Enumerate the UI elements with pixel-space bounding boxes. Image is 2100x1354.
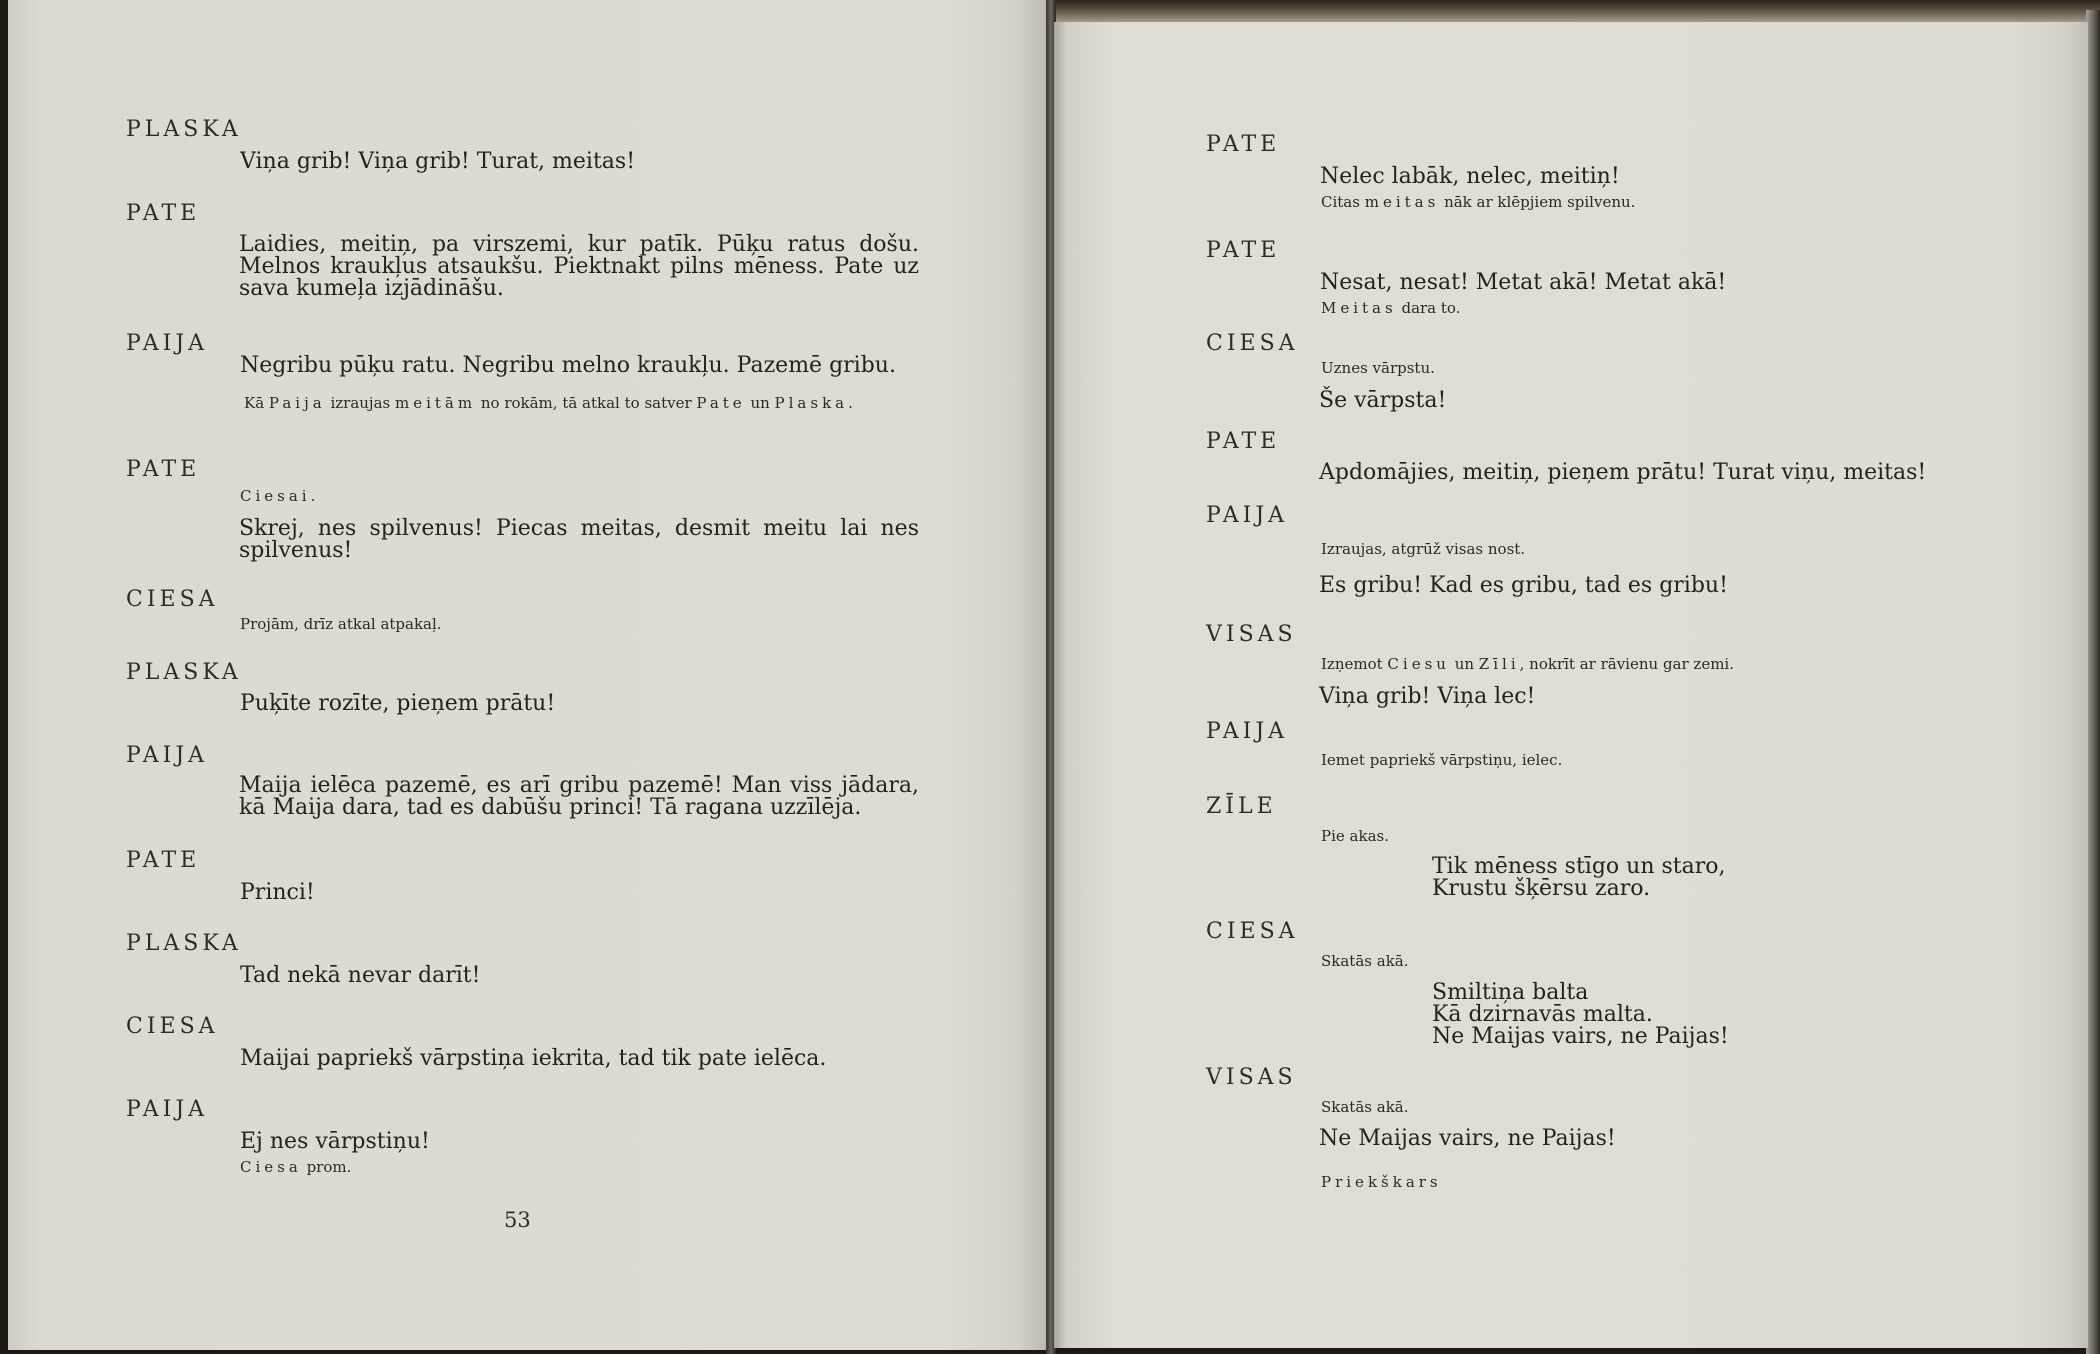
stage-direction: Uznes vārpstu. (1321, 359, 1435, 377)
verse-line: Ne Maijas vairs, ne Paijas! (1432, 1024, 1729, 1049)
character-ref: Ciesai (240, 487, 311, 505)
speaker-name: PAIJA (1206, 719, 1289, 744)
stage-direction (1321, 194, 1635, 211)
dialogue-line: Laidies, meitiņ, pa virszemi, kur patīk. Pūķu ratus došu. Melnos kraukļus atsaukšu. Piektnakt pilns mēness. Pate uz sava kumeļa izjādināšu. (239, 232, 919, 301)
book-right-edge (2086, 10, 2100, 1354)
dialogue-line: Viņa grib! Viņa lec! (1319, 684, 1536, 709)
speaker-name: PLASKA (126, 660, 242, 685)
speaker-name: CIESA (1206, 331, 1299, 356)
dialogue-line: Nelec labāk, nelec, meitiņ! (1320, 164, 1620, 189)
direction-text: . (310, 487, 316, 505)
direction-text: Citas (1321, 193, 1365, 211)
dialogue-line: Maija ielēca pazemē, es arī gribu pazemē! Man viss jādara, kā Maija dara, tad es dabūšu princi! Tā ragana uzzīlēja. (239, 773, 919, 820)
speaker-name: PATE (126, 201, 201, 226)
direction-text: nāk ar klēpjiem spilvenu. (1439, 193, 1636, 211)
speaker-name: CIESA (126, 587, 219, 612)
stage-direction (1321, 300, 1460, 317)
speaker-name: PAIJA (1206, 503, 1289, 528)
stage-direction (1321, 656, 1734, 673)
dialogue-line: Puķīte rozīte, pieņem prātu! (240, 691, 556, 716)
direction-text: prom. (301, 1158, 352, 1176)
direction-text: un (745, 394, 775, 412)
speaker-name: VISAS (1206, 1065, 1297, 1090)
verse-line: Smiltiņa balta (1432, 980, 1589, 1005)
character-ref: Ciesu (1387, 655, 1450, 673)
stage-direction: Projām, drīz atkal atpakaļ. (240, 615, 442, 633)
speaker-name: PATE (1206, 238, 1281, 263)
direction-text: no rokām, tā atkal to satver (476, 394, 697, 412)
right-page (1054, 22, 2088, 1348)
character-ref: Paija (268, 394, 326, 412)
stage-direction: Izraujas, atgrūž visas nost. (1321, 540, 1526, 558)
stage-direction: Skatās akā. (1321, 952, 1409, 970)
dialogue-line: Negribu pūķu ratu. Negribu melno kraukļu. Pazemē gribu. (240, 353, 896, 378)
dialogue-line: Nesat, nesat! Metat akā! Metat akā! (1320, 270, 1727, 295)
verse-line: Tik mēness stīgo un staro, (1432, 854, 1726, 879)
speaker-name: PATE (1206, 429, 1281, 454)
character-ref: Plaska (774, 394, 849, 412)
direction-text: izraujas (325, 394, 395, 412)
speaker-name: PAIJA (126, 331, 209, 356)
speaker-name: ZĪLE (1206, 794, 1277, 819)
stage-direction: Iemet papriekš vārpstiņu, ielec. (1321, 751, 1563, 769)
dialogue-line: Tad nekā nevar darīt! (240, 963, 481, 988)
stage-direction (240, 1159, 351, 1176)
stage-direction (240, 488, 315, 505)
direction-text: Izņemot (1321, 655, 1388, 673)
direction-text: , nokrīt ar rāvienu gar zemi. (1519, 655, 1734, 673)
stage-direction: Skatās akā. (1321, 1098, 1409, 1116)
character-ref: meitas (1364, 193, 1440, 211)
character-ref: Zīli (1478, 655, 1520, 673)
character-ref: Pate (696, 394, 746, 412)
verse-line: Kā dzirnavās malta. (1432, 1002, 1653, 1027)
direction-text: . (848, 394, 853, 412)
stage-direction: Pie akas. (1321, 827, 1389, 845)
character-ref: Ciesa (240, 1158, 302, 1176)
direction-text: Kā (244, 394, 269, 412)
dialogue-line: Skrej, nes spilvenus! Piecas meitas, desmit meitu lai nes spilvenus! (239, 516, 919, 563)
curtain-direction: Priekškars (1321, 1173, 1442, 1191)
speaker-name: CIESA (126, 1014, 219, 1039)
left-page (8, 0, 1050, 1350)
page-number: 53 (504, 1208, 531, 1232)
dialogue-line: Ne Maijas vairs, ne Paijas! (1319, 1126, 1616, 1151)
speaker-name: PATE (126, 457, 201, 482)
speaker-name: PATE (1206, 132, 1281, 157)
dialogue-line: Viņa grib! Viņa grib! Turat, meitas! (240, 149, 636, 174)
speaker-name: PATE (126, 848, 201, 873)
speaker-name: PAIJA (126, 743, 209, 768)
dialogue-line: Apdomājies, meitiņ, pieņem prātu! Turat viņu, meitas! (1319, 460, 1927, 485)
dialogue-line: Es gribu! Kad es gribu, tad es gribu! (1319, 573, 1728, 598)
dialogue-line: Še vārpsta! (1319, 388, 1447, 413)
dialogue-line: Ej nes vārpstiņu! (240, 1129, 430, 1154)
stage-direction (244, 395, 910, 412)
dialogue-line: Maijai papriekš vārpstiņa iekrita, tad tik pate ielēca. (240, 1046, 827, 1071)
character-ref: meitām (395, 394, 477, 412)
speaker-name: PLASKA (126, 117, 242, 142)
speaker-name: PAIJA (126, 1097, 209, 1122)
page-top-edge (1054, 0, 2100, 22)
verse-line: Krustu šķērsu zaro. (1432, 876, 1651, 901)
speaker-name: VISAS (1206, 622, 1297, 647)
speaker-name: CIESA (1206, 919, 1299, 944)
speaker-name: PLASKA (126, 931, 242, 956)
character-ref: Meitas (1321, 299, 1397, 317)
dialogue-line: Princi! (240, 880, 315, 905)
direction-text: dara to. (1396, 299, 1461, 317)
direction-text: un (1449, 655, 1479, 673)
